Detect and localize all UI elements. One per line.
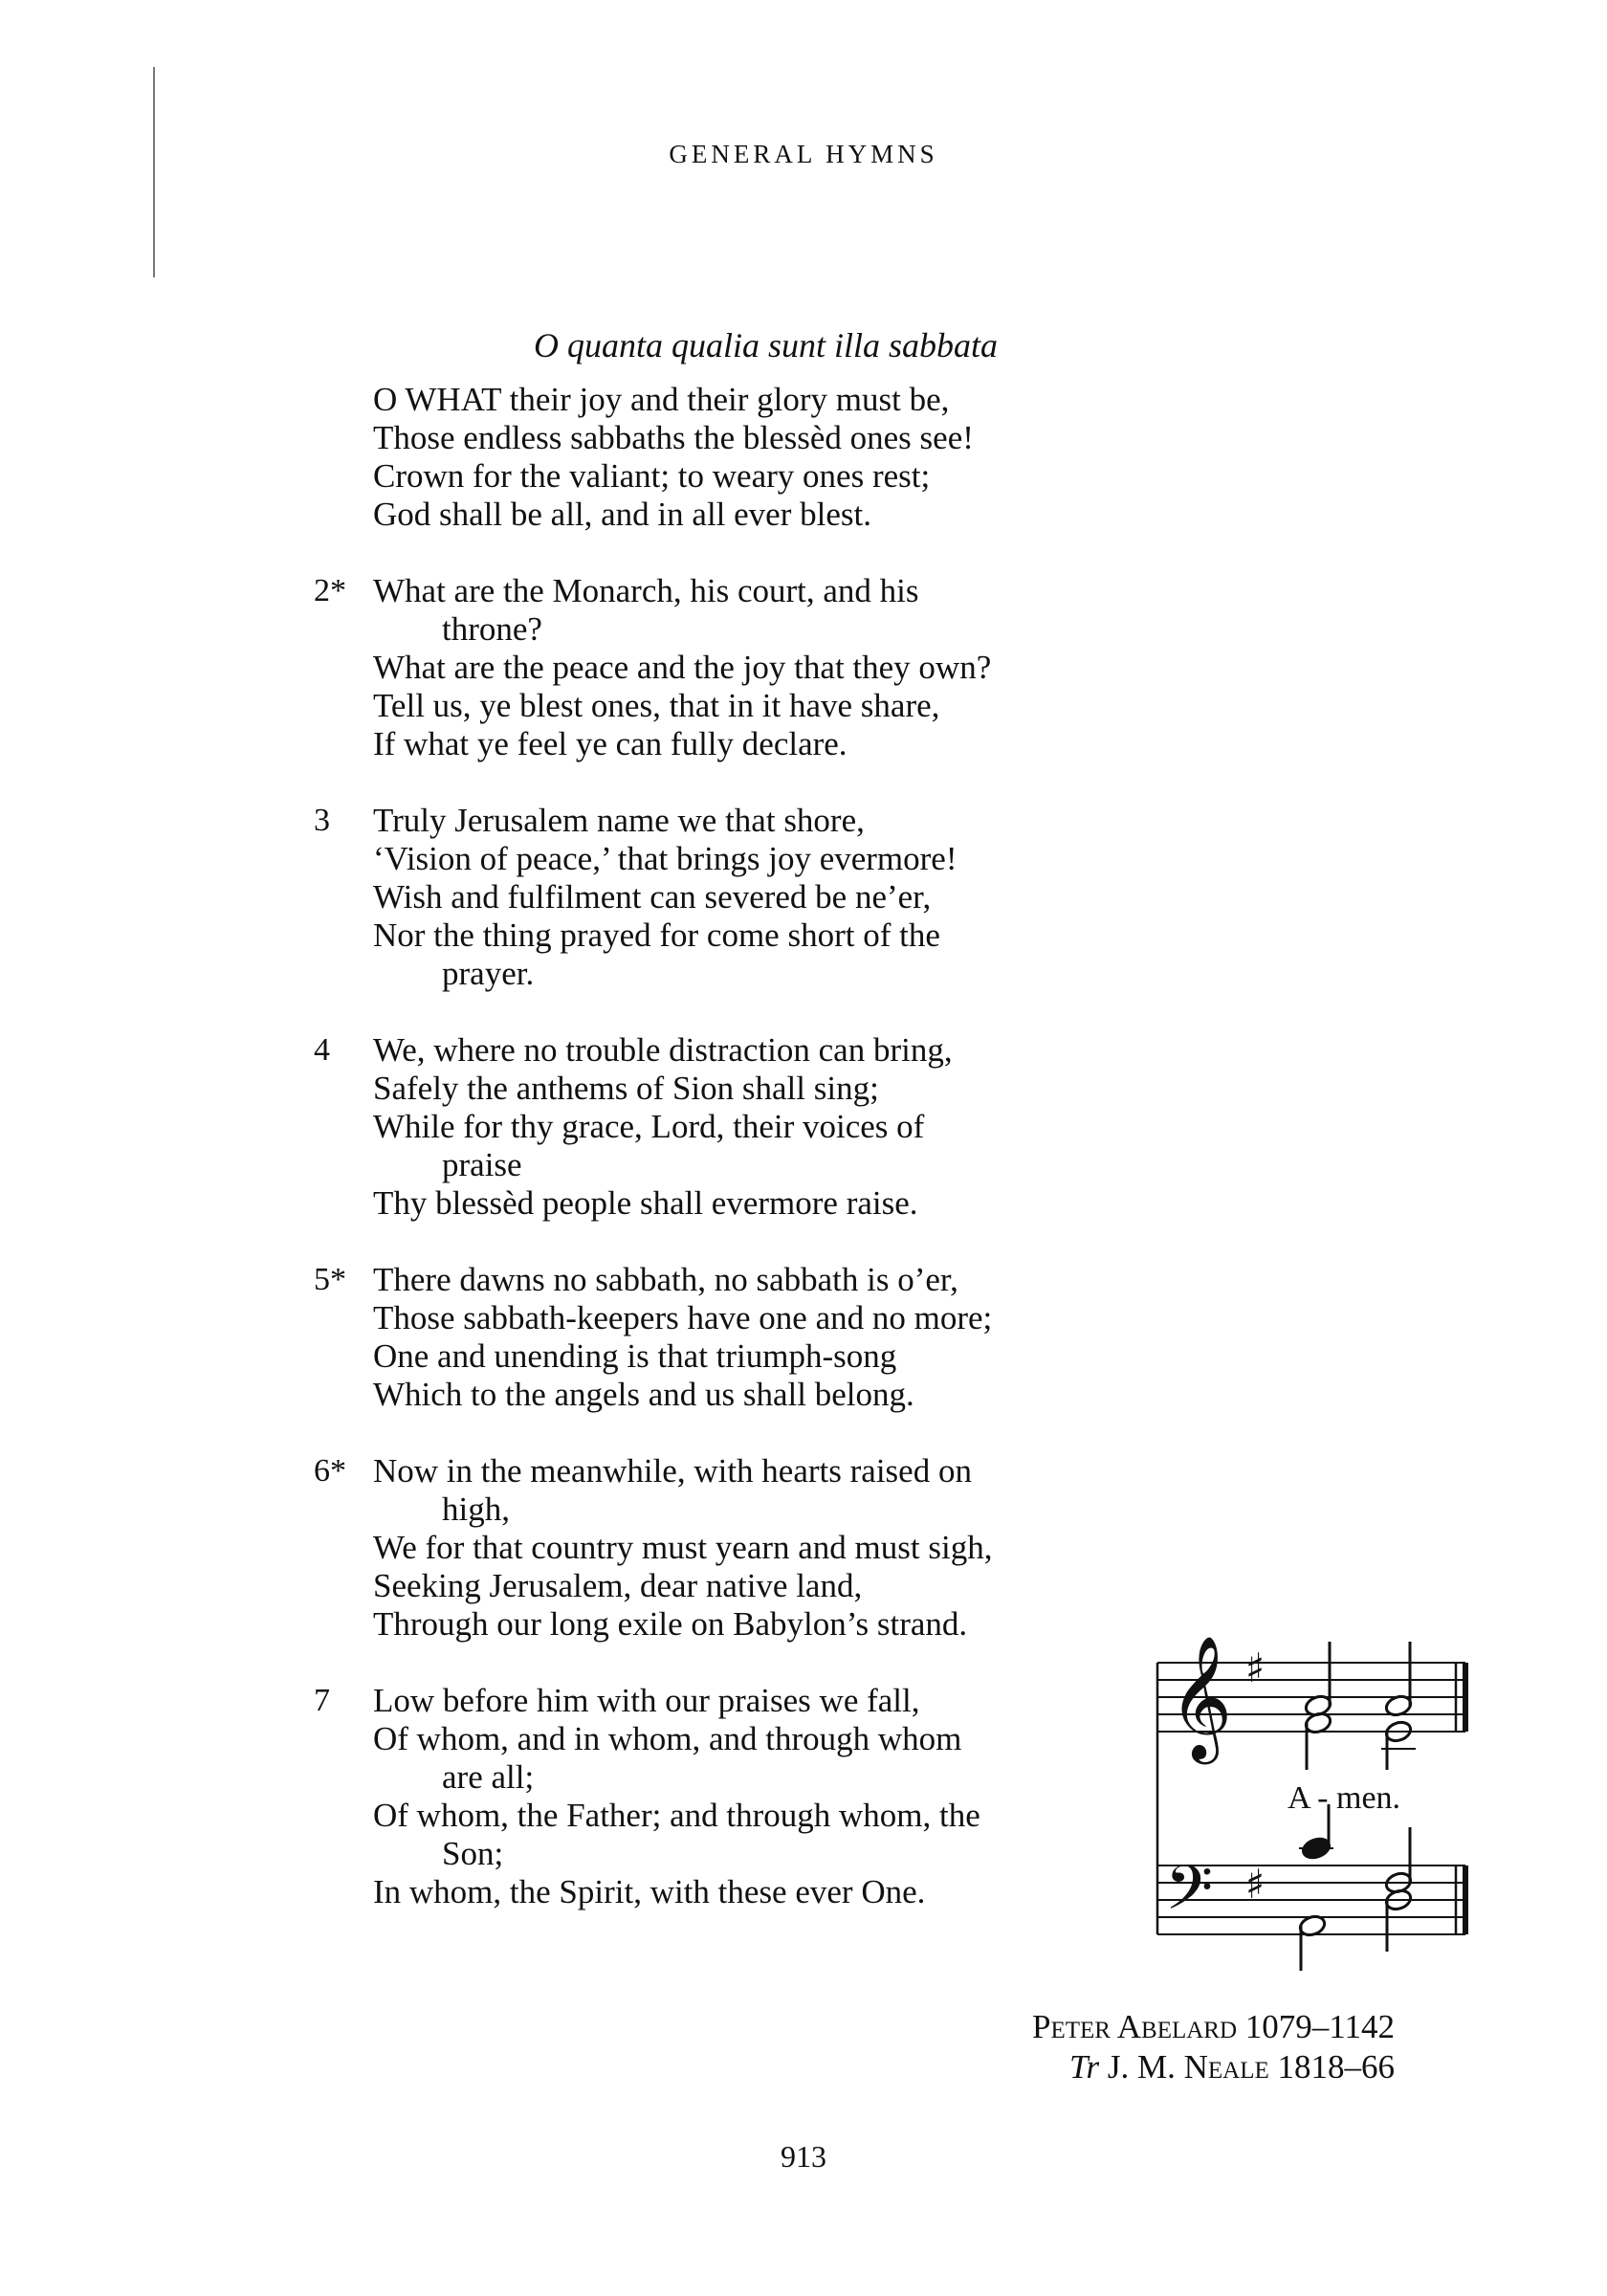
attribution	[1032, 2007, 1395, 2087]
verse-line: Seeking Jerusalem, dear native land,	[373, 1567, 863, 1604]
verse-line: praise	[442, 1146, 522, 1183]
verse-line: What are the peace and the joy that they own?	[373, 649, 992, 686]
verse-line: Truly Jerusalem name we that shore,	[373, 802, 865, 839]
bass-notes	[1298, 1804, 1414, 1971]
verse-line: While for thy grace, Lord, their voices of	[373, 1108, 925, 1145]
verse	[0, 381, 1148, 534]
verse-line: If what ye feel ye can fully declare.	[373, 725, 848, 762]
author-name: Peter Abelard	[1031, 2008, 1238, 2045]
author-line	[1032, 2007, 1395, 2047]
page-number: 913	[781, 2139, 826, 2174]
amen-lyric: A - men.	[1288, 1780, 1401, 1816]
verse-line: ‘Vision of peace,’ that brings joy evermore!	[373, 840, 958, 877]
translator-dates: 1818–66	[1277, 2048, 1395, 2086]
verse-line: Safely the anthems of Sion shall sing;	[373, 1070, 879, 1107]
verse-number: 4	[314, 1032, 330, 1068]
verse-line: God shall be all, and in all ever blest.	[373, 496, 871, 533]
verse-line: Through our long exile on Babylon’s strand.	[373, 1605, 968, 1643]
verse-number: 5*	[314, 1262, 346, 1297]
verse	[0, 1452, 1148, 1644]
bass-clef-icon: 𝄢	[1165, 1853, 1214, 1939]
translator-initials: J. M. Neale	[1107, 2048, 1269, 2086]
verse-line: Thy blessèd people shall evermore raise.	[373, 1184, 918, 1222]
author-dates: 1079–1142	[1244, 2008, 1395, 2045]
verse-line: We, where no trouble distraction can bring,	[373, 1031, 953, 1069]
treble-notes	[1304, 1642, 1416, 1770]
verse-line: Of whom, and in whom, and through whom	[373, 1720, 962, 1757]
verse-line: In whom, the Spirit, with these ever One.	[373, 1873, 926, 1910]
verse-line: What are the Monarch, his court, and his	[373, 572, 919, 609]
verse-line: One and unending is that triumph-song	[373, 1337, 897, 1375]
sharp-icon: ♯	[1245, 1645, 1266, 1691]
verse-line: Crown for the valiant; to weary ones rest;	[373, 457, 931, 495]
verse-number: 2*	[314, 573, 346, 608]
verse-line: O WHAT their joy and their glory must be,	[373, 381, 950, 418]
verse-line: Son;	[442, 1835, 504, 1872]
translator-prefix: Tr	[1068, 2048, 1100, 2086]
running-head: GENERAL HYMNS	[669, 140, 938, 168]
verse-line: Now in the meanwhile, with hearts raised on	[373, 1452, 972, 1490]
verse-line: Nor the thing prayed for come short of the	[373, 916, 940, 954]
verse-line: Those sabbath-keepers have one and no more;	[373, 1299, 993, 1336]
verse	[0, 1261, 1148, 1414]
verse-line: Which to the angels and us shall belong.	[373, 1376, 914, 1413]
translator-line	[1032, 2047, 1395, 2087]
sharp-icon: ♯	[1245, 1861, 1266, 1908]
verse-line: Tell us, ye blest ones, that in it have share,	[373, 687, 940, 724]
verse-line: throne?	[442, 610, 542, 648]
amen-music	[1154, 1617, 1479, 1980]
verse	[0, 1031, 1148, 1223]
verse-line: prayer.	[442, 955, 535, 992]
verse-line: are all;	[442, 1758, 535, 1796]
latin-title: O quanta qualia sunt illa sabbata	[534, 326, 999, 364]
verse-line: Those endless sabbaths the blessèd ones see!	[373, 419, 974, 456]
verse-line: Low before him with our praises we fall,	[373, 1682, 920, 1719]
verse-line: Wish and fulfilment can severed be ne’er,	[373, 878, 932, 916]
verse-line: There dawns no sabbath, no sabbath is o’er,	[373, 1261, 958, 1298]
verse-line: We for that country must yearn and must sigh,	[373, 1529, 993, 1566]
verse	[0, 1682, 1148, 1911]
verse	[0, 572, 1148, 763]
hymn-text	[0, 381, 1148, 1950]
treble-clef-icon: 𝄞	[1169, 1635, 1233, 1759]
verse-number: 3	[314, 803, 330, 838]
verse-number: 6*	[314, 1453, 346, 1489]
verse-line: Of whom, the Father; and through whom, the	[373, 1797, 980, 1834]
verse-line: high,	[442, 1490, 510, 1528]
margin-rule	[153, 67, 155, 277]
verse	[0, 802, 1148, 993]
verse-number: 7	[314, 1683, 330, 1718]
